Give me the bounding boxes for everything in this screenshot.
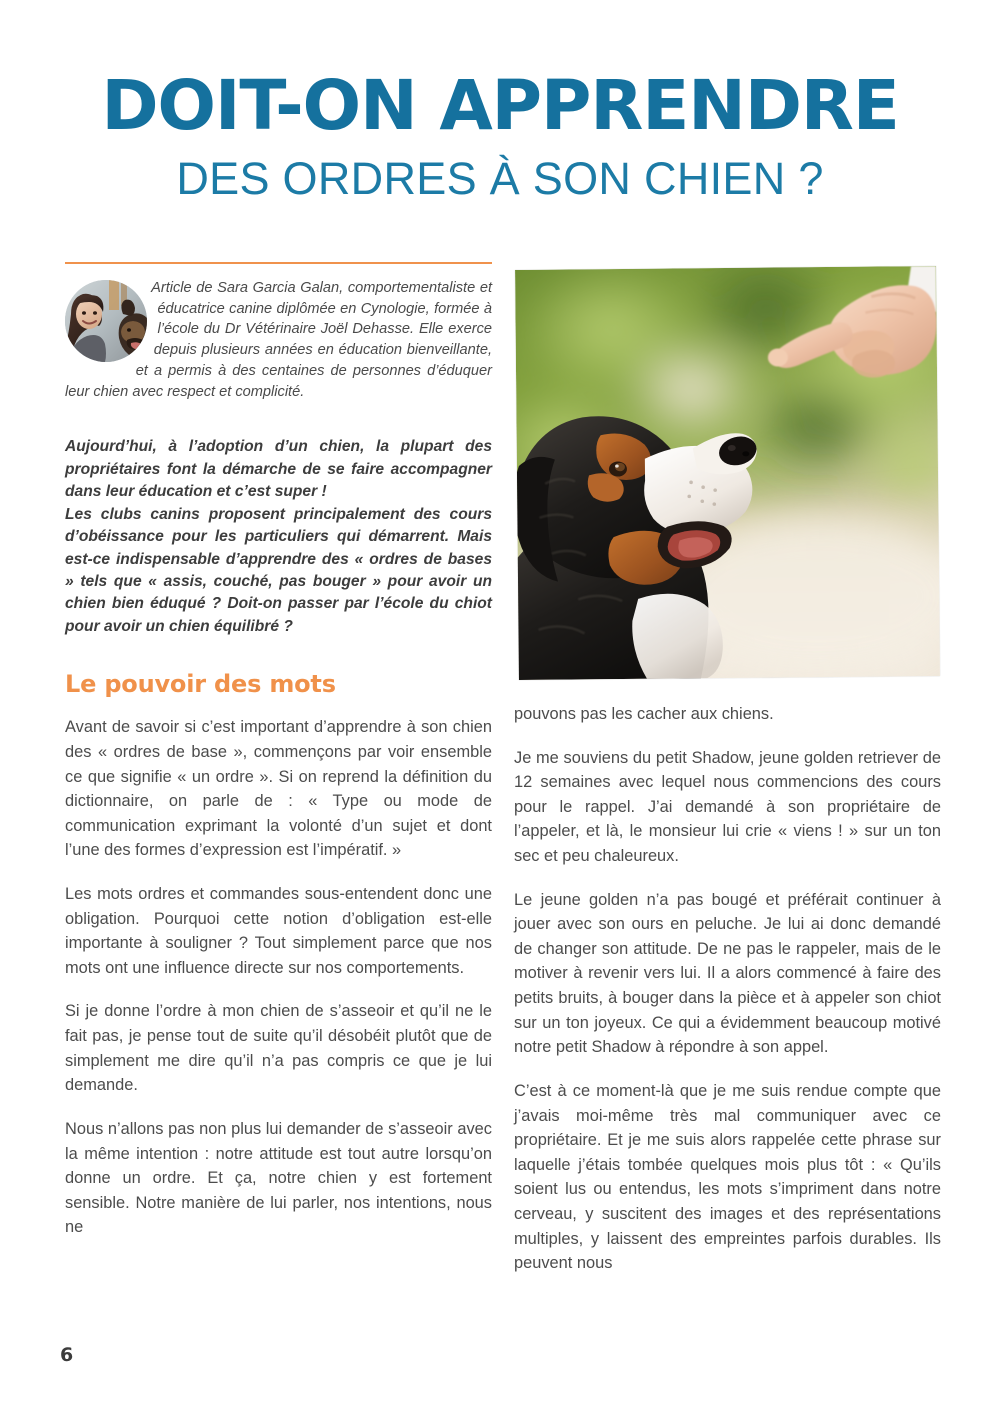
right-column xyxy=(514,262,941,1276)
avatar xyxy=(65,280,147,362)
page-subtitle: DES ORDRES À SON CHIEN ? xyxy=(176,153,824,204)
section-heading: Le pouvoir des mots xyxy=(65,670,336,699)
article-masthead xyxy=(0,66,1000,204)
paragraph: pouvons pas les cacher aux chiens. xyxy=(514,705,774,723)
paragraph: Nous n’allons pas non plus lui demander de s’asseoir avec la même intention : notre attitude est tout autre lorsqu’on donne un ordre. Et ça, notre chien y est fortement sensible. Notre manière de lui parler, nos intentions, nous ne xyxy=(65,1119,492,1237)
left-column xyxy=(65,262,492,1240)
intro-paragraph-1: Aujourd’hui, à l’adoption d’un chien, la plupart des propriétaires font la démarche de se faire accompagner dans leur éducation et c’est super ! xyxy=(65,438,492,501)
author-portrait-illustration xyxy=(65,280,147,362)
intro-paragraph-2: Les clubs canins proposent principalement des cours d’obéissance pour les particuliers qui démarrent. Mais est-ce indispensable d’apprendre des « ordres de bases » tels que « assis, couché, pas bouger » pour avoir un chien bien éduqué ? Doit-on passer par l’école du chiot pour avoir un chien équilibré ? xyxy=(65,505,492,635)
left-column-body xyxy=(65,715,492,1240)
article-intro xyxy=(65,436,492,638)
paragraph: Les mots ordres et commandes sous-entendent donc une obligation. Pourquoi cette notion d’obligation est-elle importante à souligner ? Tout simplement parce que nos mots ont une influence directe sur nos comportements. xyxy=(65,885,492,977)
paragraph: Le jeune golden n’a pas bougé et préférait continuer à jouer avec son ours en peluche. Je lui ai donc demandé de changer son attitude. De ne pas le rappeler, mais de le motiver à revenir vers lui. Il a alors commencé à faire des petits bruits, à bouger dans la pièce et à appeler son chiot sur un ton joyeux. Ce qui a évidemment beaucoup motivé notre petit Shadow à répondre à son appel. xyxy=(514,890,941,1057)
page-title: DOIT-ON APPRENDRE xyxy=(101,66,899,146)
page-number: 6 xyxy=(60,1344,74,1366)
author-bio-text: Article de Sara Garcia Galan, comportementaliste et éducatrice canine diplômée en Cynologie, formée à l’école du Dr Vétérinaire Joël Dehasse. Elle exerce depuis plusieurs années en éducation bienveillante, et a permis à des centaines de personnes d’éduquer leur chien avec respect et complicité. xyxy=(65,280,492,400)
paragraph: Avant de savoir si c’est important d’apprendre à son chien des « ordres de base », commençons par voir ensemble ce que signifie « un ordre ». Si on reprend la définition du dictionnaire, on parle de : « Type ou mode de communication exprimant la volonté d’un sujet et dont l’une des formes d’expression est l’impératif. » xyxy=(65,718,492,860)
paragraph: Si je donne l’ordre à mon chien de s’asseoir et qu’il ne le fait pas, je pense tout de suite qu’il désobéit plutôt que de simplement me dire qu’il n’a pas compris ce que je lui demande. xyxy=(65,1002,492,1095)
orange-divider xyxy=(65,262,492,264)
right-column-body xyxy=(514,702,941,1276)
author-bio xyxy=(65,278,492,402)
paragraph: C’est à ce moment-là que je me suis rendue compte que j’avais moi-même très mal communiquer avec ce propriétaire. Et je me suis alors rappelée cette phrase sur laquelle j’étais tombée quelques mois plus tôt : « Qu’ils soient lus ou entendus, les mots s’impriment dans notre cerveau, y suscitent des images et des représentations multiples, y laissent des empreintes parfois durables. Ils peuvent nous xyxy=(514,1081,941,1273)
paragraph: Je me souviens du petit Shadow, jeune golden retriever de 12 semaines avec lequel nous commencions des cours pour le rappel. J’ai demandé à son propriétaire de l’appeler, et là, le monsieur lui crie « viens ! » sur un ton sec et peu chaleureux. xyxy=(514,748,941,866)
